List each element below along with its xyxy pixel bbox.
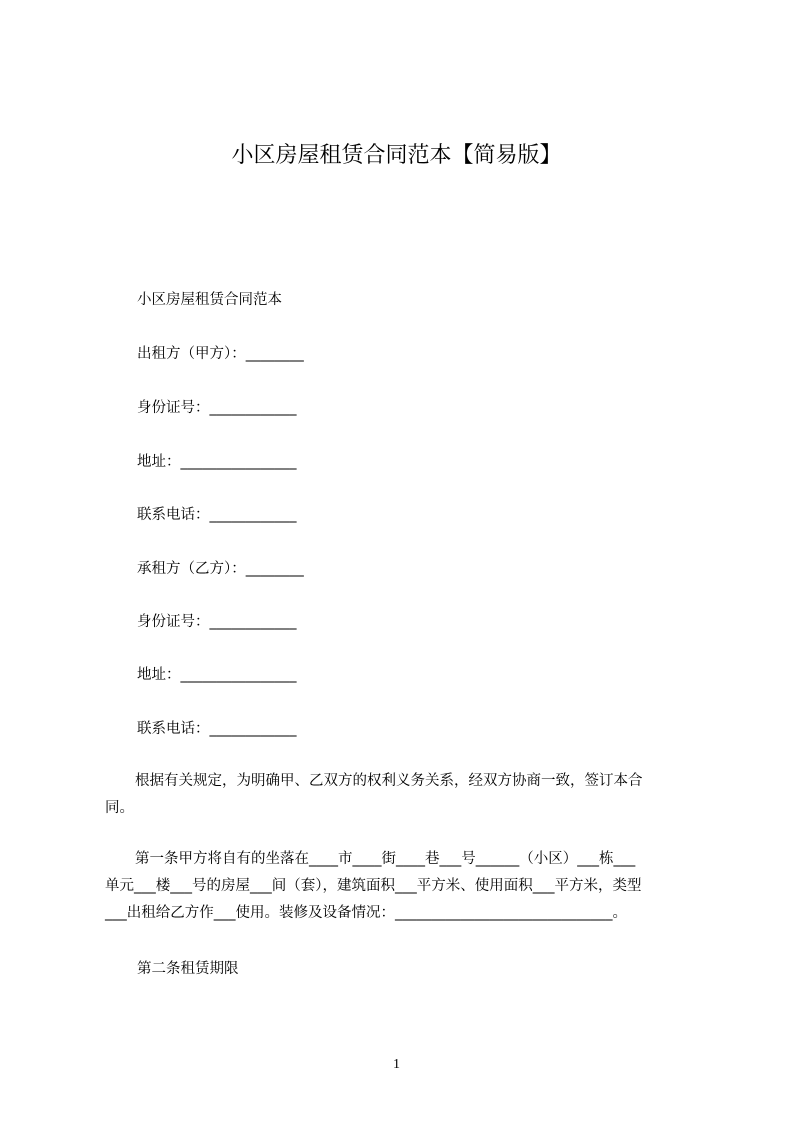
article-2-heading: 第二条租赁期限 <box>137 961 239 977</box>
contract-subtitle: 小区房屋租赁合同范本 <box>137 292 282 308</box>
article-1-line: 单元___楼___号的房屋___间（套），建筑面积___平方米、使用面积___平方米，类型 <box>105 878 642 894</box>
party-a-id-line: 身份证号：____________ <box>137 400 297 416</box>
party-b-name-line: 承租方（乙方）：________ <box>137 561 304 577</box>
document-title: 小区房屋租赁合同范本【简易版】 <box>231 143 562 168</box>
party-b-id-line: 身份证号：____________ <box>137 614 297 630</box>
party-b-address-line: 地址：________________ <box>137 667 297 683</box>
preamble-paragraph <box>105 768 705 822</box>
party-a-name-line: 出租方（甲方）：________ <box>137 346 304 362</box>
page-number: 1 <box>393 1057 400 1072</box>
preamble-line: 同。 <box>105 800 134 816</box>
preamble-line: 根据有关规定，为明确甲、乙双方的权利义务关系，经双方协商一致，签订本合 <box>135 773 643 789</box>
article-1-line: ___出租给乙方作___使用。装修及设备情况：______________________________。 <box>105 905 627 921</box>
article-1-paragraph <box>105 846 705 927</box>
party-b-phone-line: 联系电话：____________ <box>137 721 297 737</box>
party-a-address-line: 地址：________________ <box>137 454 297 470</box>
article-1-line: 第一条甲方将自有的坐落在____市____街____巷___号______（小区）___栋___ <box>135 851 636 867</box>
party-a-phone-line: 联系电话：____________ <box>137 507 297 523</box>
